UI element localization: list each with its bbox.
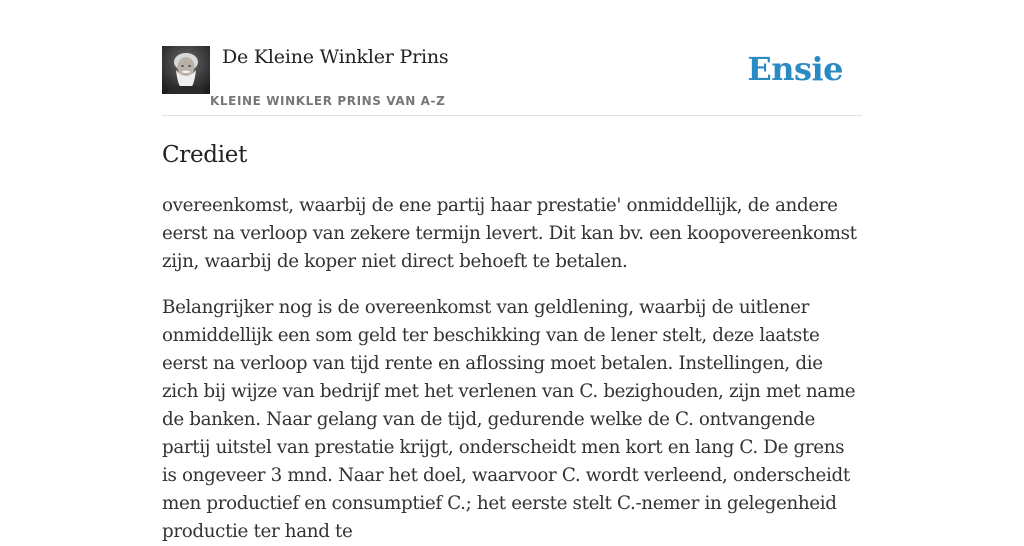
source-title[interactable]: De Kleine Winkler Prins xyxy=(222,46,449,68)
avatar[interactable] xyxy=(162,46,210,94)
entry-title: Crediet xyxy=(162,142,248,168)
avatar-portrait-icon xyxy=(162,46,210,94)
article-paragraph: overeenkomst, waarbij de ene partij haar prestatie' onmiddellijk, de andere eerst na verloop van zekere termijn levert. Dit kan bv. een koopovereenkomst zijn, waarbij de koper niet direct behoeft te betalen. xyxy=(162,195,857,272)
article-paragraph: Belangrijker nog is de overeenkomst van geldlening, waarbij de uitlener onmiddellijk een som geld ter beschikking van de lener stelt, deze laatste eerst na verloop van tijd rente en aflossing moet betalen. Instellingen, die zich bij wijze van bedrijf met het verlenen van C. bezighouden, zijn met name de banken. Naar gelang van de tijd, gedurende welke de C. ontvangende partij uitstel van prestatie krijgt, onderscheidt men kort en lang C. De grens is ongeveer 3 mnd. Naar het doel, waarvoor C. wordt verleend, onderscheidt men productief en consumptief C.; het eerste stelt C.-nemer in gelegenheid productie ter hand te xyxy=(162,297,856,542)
content-container xyxy=(162,0,862,546)
header xyxy=(162,0,862,116)
source-subtitle[interactable]: KLEINE WINKLER PRINS VAN A-Z xyxy=(210,94,446,108)
brand-logo-link[interactable]: Ensie xyxy=(747,50,843,88)
article-body xyxy=(162,192,862,546)
